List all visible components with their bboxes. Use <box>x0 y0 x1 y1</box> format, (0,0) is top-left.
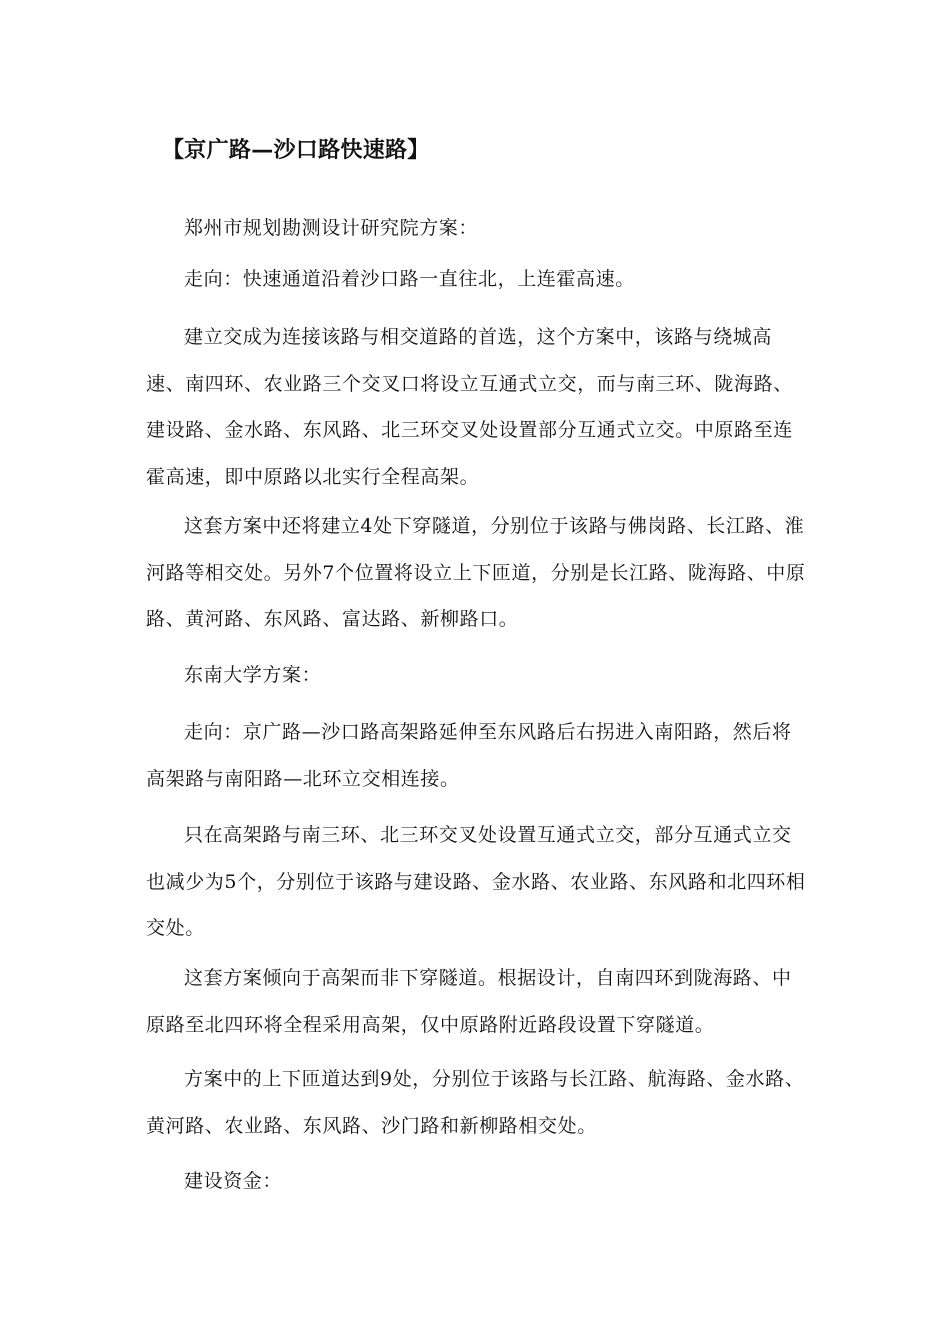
paragraph-plan-b-elevated: 这套方案倾向于高架而非下穿隧道。根据设计，自南四环到陇海路、中原路至北四环将全程采用高架，仅中原路附近路段设置下穿隧道。 <box>146 967 792 1036</box>
paragraph-plan-a-route: 走向：快速通道沿着沙口路一直往北，上连霍高速。 <box>184 268 635 290</box>
paragraph-plan-b-heading: 东南大学方案： <box>184 664 322 686</box>
paragraph-plan-b-interchanges: 只在高架路与南三环、北三环交叉处设置互通式立交，部分互通式立交也减少为5个，分别位于该路与建设路、金水路、农业路、东风路和北四环相交处。 <box>146 824 806 939</box>
paragraph-plan-a-interchanges: 建立交成为连接该路与相交道路的首选，这个方案中，该路与绕城高速、南四环、农业路三个交叉口将设立互通式立交，而与南三环、陇海路、建设路、金水路、东风路、北三环交叉处设置部分互通式立交。中原路至连霍高速，即中原路以北实行全程高架。 <box>146 326 793 488</box>
document-title: 【京广路—沙口路快速路】 <box>162 138 430 163</box>
paragraph-plan-a-tunnels: 这套方案中还将建立4处下穿隧道，分别位于该路与佛岗路、长江路、淮河路等相交处。另外7个位置将设立上下匝道，分别是长江路、陇海路、中原路、黄河路、东风路、富达路、新柳路口。 <box>146 515 806 630</box>
paragraph-funding-heading: 建设资金： <box>184 1170 283 1192</box>
paragraph-plan-b-route: 走向：京广路—沙口路高架路延伸至东风路后右拐进入南阳路，然后将高架路与南阳路—北环立交相连接。 <box>146 721 792 790</box>
paragraph-plan-a-heading: 郑州市规划勘测设计研究院方案： <box>184 217 479 239</box>
paragraph-plan-b-ramps: 方案中的上下匝道达到9处，分别位于该路与长江路、航海路、金水路、黄河路、农业路、东风路、沙门路和新柳路相交处。 <box>146 1068 805 1137</box>
